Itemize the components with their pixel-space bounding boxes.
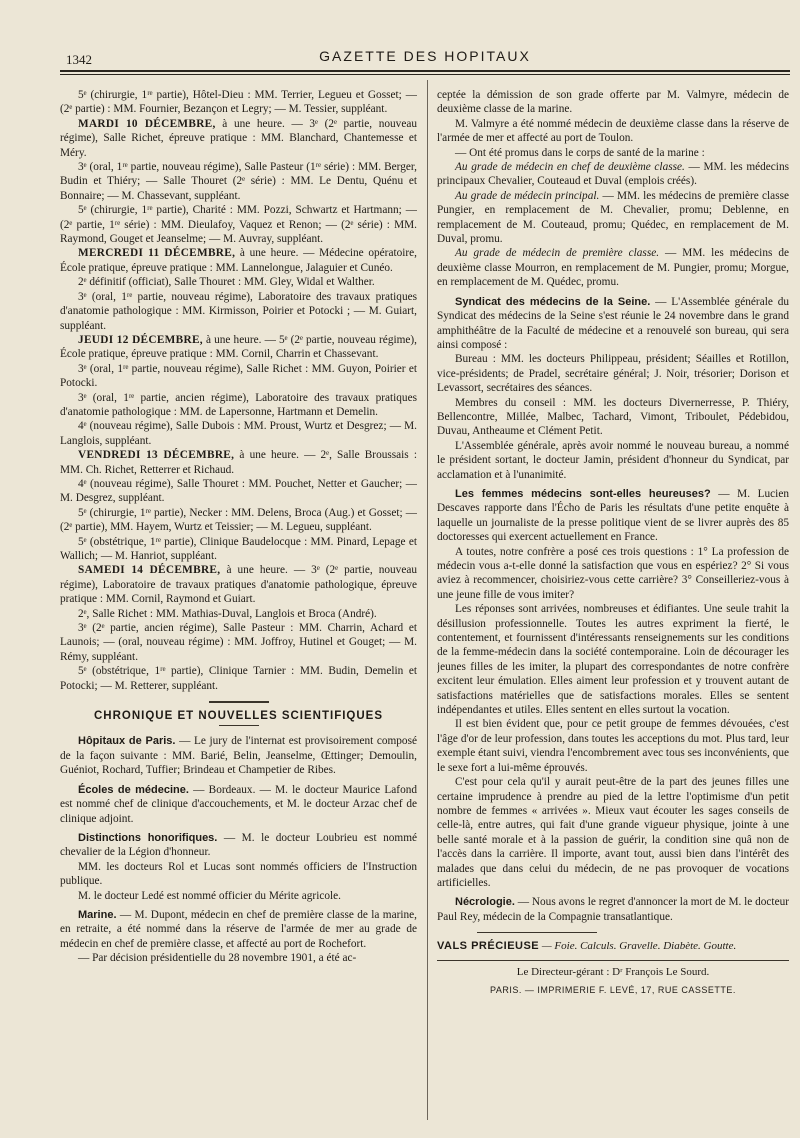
- promotion-entry: [437, 189, 789, 247]
- section-separator: [209, 701, 269, 703]
- paragraph: 3ᵉ (2ᵉ partie, ancien régime), Salle Pasteur : MM. Charrin, Achard et Launois; — (oral, nouveau régime) : MM. Joffroy, Hutinel et Gouget; — M. Rémy, suppléant.: [60, 622, 417, 663]
- exam-day-entry: [60, 563, 417, 606]
- paragraph: 2ᵉ définitif (officiat), Salle Thouret : MM. Gley, Widal et Walther.: [78, 276, 375, 289]
- news-text: — Bordeaux. — M. le docteur Maurice Lafond est nommé chef de clinique d'accouchements, et M. le docteur Arzac chef de clinique adjoint.: [60, 783, 417, 825]
- paragraph: — Ont été promus dans le corps de santé de la marine :: [455, 146, 705, 159]
- paragraph: 5ᵉ (chirurgie, 1ʳᵉ partie), Charité : MM. Pozzi, Schwartz et Hartmann; — (2ᵉ partie, 1ʳᵉ série) : MM. Dieulafoy, Vaquez et Renon; — (2ᵉ série) : MM. Raymond, Gouget et Jeanselme; — M. Auvray, suppléant.: [60, 204, 417, 246]
- column-divider: [427, 80, 428, 1120]
- paragraph: 3ᵉ (oral, 1ʳᵉ partie, nouveau régime), Salle Richet : MM. Guyon, Poirier et Potocki.: [60, 362, 417, 390]
- header-rule: [60, 70, 790, 72]
- journal-title: GAZETTE DES HOPITAUX: [319, 48, 531, 64]
- entry-text: — MM. les médecins de première classe Pungier, en remplacement de M. Chevalier, promu; Deblenne, en remplacement de M. Couteaud, promu; Quédec, en remplacement de M. Duval, promu.: [437, 189, 789, 246]
- paragraph: 5ᵉ (chirurgie, 1ʳᵉ partie), Necker : MM. Delens, Broca (Aug.) et Gosset; — (2ᵉ partie), MM. Hayem, Wurtz et Teissier; — M. Legueu, suppléant.: [60, 506, 417, 534]
- paragraph: L'Assemblée générale, après avoir nommé le nouveau bureau, a nommé le président sortant, le docteur Jamin, président d'honneur du Syndicat, par acclamation et à l'unanimité.: [437, 439, 789, 481]
- paragraph: 4ᵉ (nouveau régime), Salle Dubois : MM. Proust, Wurtz et Desgrez; — M. Langlois, suppléant.: [60, 420, 417, 447]
- entry-text: à une heure. — 3ᵉ (2ᵉ partie, nouveau régime), Laboratoire de travaux pratiques d'anatomie pathologique, épreuve pratique : MM. Cornil, Raymond et Guiart.: [60, 564, 417, 606]
- news-item: [437, 295, 789, 353]
- grade-heading: Au grade de médecin en chef de deuxième classe.: [455, 161, 685, 174]
- advert-text: — Foie. Calculs. Gravelle. Diabète. Goutte.: [539, 940, 737, 953]
- right-column: [437, 88, 789, 1128]
- news-text: — Le jury de l'internat est provisoirement composé de la façon suivante : MM. Barié, Belin, Jeanselme, Œttinger; Demoulin, Guéniot, Rochard, Tuffier; Brindeau et Champetier de Ribes.: [60, 735, 417, 777]
- news-item: [437, 895, 789, 924]
- news-text: — Nous avons le regret d'annoncer la mort de M. le docteur Paul Rey, médecin de la Compagnie transatlantique.: [437, 896, 789, 923]
- grade-heading: Au grade de médecin principal.: [455, 189, 600, 202]
- date-heading: VENDREDI 13 DÉCEMBRE,: [78, 449, 235, 462]
- paragraph: A toutes, notre confrère a posé ces trois questions : 1° La profession de médecin vous a-t-elle donné la satisfaction que vous en espériez? 2° Si vous aviez à recommencer, choisiriez-vous cette carrière? 3° Conseilleriez-vous à une jeune fille de vous imiter?: [437, 545, 789, 601]
- paragraph: 4ᵉ (nouveau régime), Salle Thouret : MM. Pouchet, Netter et Gaucher; — M. Desgrez, suppléant.: [60, 477, 417, 505]
- section-rule: [219, 725, 259, 726]
- news-heading: Syndicat des médecins de la Seine.: [455, 295, 651, 308]
- editor-line: Le Directeur-gérant : Dʳ François Le Sourd.: [516, 965, 710, 978]
- advert-rule: [477, 932, 597, 933]
- header-rule-thin: [60, 74, 790, 75]
- news-heading: Distinctions honorifiques.: [78, 831, 218, 844]
- news-item: [437, 487, 789, 545]
- paragraph: M. le docteur Ledé est nommé officier du Mérite agricole.: [78, 889, 341, 902]
- paragraph: ceptée la démission de son grade offerte par M. Valmyre, médecin de deuxième classe de la marine.: [437, 89, 789, 116]
- entry-text: à une heure. — 3ᵉ (2ᵉ partie, nouveau régime), Salle Richet, épreuve pratique : MM. Blanchard, Chantemesse et Méry.: [60, 117, 417, 159]
- paragraph: 3ᵉ (oral, 1ʳᵉ partie, ancien régime), Laboratoire des travaux pratiques d'anatomie pathologique : MM. de Lapersonne, Hartmann et Demelin.: [60, 391, 417, 418]
- paragraph: 2ᵉ, Salle Richet : MM. Mathias-Duval, Langlois et Broca (André).: [78, 607, 377, 620]
- grade-heading: Au grade de médecin de première classe.: [455, 247, 660, 260]
- entry-text: à une heure. — Médecine opératoire, École pratique, épreuve pratique : MM. Lannelongue, Jalaguier et Cunéo.: [60, 247, 417, 274]
- paragraph: 3ᵉ (oral, 1ʳᵉ partie, nouveau régime), Laboratoire des travaux pratiques d'anatomie pathologique : MM. Kirmisson, Poirier et Potocki ; — M. Guiart, suppléant.: [60, 290, 417, 332]
- news-heading: Hôpitaux de Paris.: [78, 735, 176, 748]
- exam-day-entry: [60, 333, 417, 362]
- entry-text: — MM. les médecins de deuxième classe Mourron, en remplacement de M. Pungier, promu; Morgue, en remplacement de M. Quédec, promu.: [437, 247, 789, 289]
- paragraph: MM. les docteurs Rol et Lucas sont nommés officiers de l'Instruction publique.: [60, 860, 417, 888]
- entry-text: — MM. les médecins principaux Chevalier, Couteaud et Duval (emplois créés).: [437, 161, 789, 188]
- news-heading: Les femmes médecins sont-elles heureuses?: [455, 487, 711, 500]
- page-header: [60, 46, 790, 68]
- date-heading: MERCREDI 11 DÉCEMBRE,: [78, 247, 236, 260]
- news-text: — M. Lucien Descaves rapporte dans l'Écho de Paris les résultats d'une petite enquête à laquelle un journaliste de la presse politique vient de se livrer auprès des 85 doctoresses qui exercent actuellement en France.: [437, 487, 789, 544]
- section-title: CHRONIQUE ET NOUVELLES SCIENTIFIQUES: [93, 710, 384, 723]
- news-text: — M. le docteur Loubrieu est nommé chevalier de la Légion d'honneur.: [60, 831, 417, 859]
- paragraph: 5ᵉ (obstétrique, 1ʳᵉ partie), Clinique Baudelocque : MM. Pinard, Lepage et Wallich; — M. Hanriot, suppléant.: [60, 535, 417, 562]
- news-text: — L'Assemblée générale du Syndicat des médecins de la Seine s'est réunie le 24 novembre dans le grand amphithéâtre de la Faculté de médecine et a renouvelé son bureau, qui sera ainsi composé :: [437, 295, 789, 351]
- left-column: [60, 88, 417, 1128]
- news-heading: Marine.: [78, 908, 117, 921]
- paragraph: C'est pour cela qu'il y aurait peut-être de la part des jeunes filles une certaine imprudence à prendre au pied de la lettre l'optimisme d'un petit nombre de femmes « arrivées ». Mieux vaut écouter les sages conseils de celle-là, entre autres, qui fait d'une grande vigueur physique, jointe à une belle santé morale et à la passion de guérir, la condition sine quâ non de l'accès dans la carrière. Il importe, avant tout, aussi bien dans l'intérêt des malades que dans celui du médecin, de ne pas provoquer de vocations artificielles.: [437, 776, 789, 889]
- news-item: [60, 831, 417, 860]
- entry-text: à une heure. — 2ᵉ, Salle Broussais : MM. Ch. Richet, Retterrer et Richaud.: [60, 449, 417, 476]
- news-item: [60, 783, 417, 826]
- date-heading: MARDI 10 DÉCEMBRE,: [78, 117, 216, 130]
- promotion-entry: [437, 246, 789, 289]
- paragraph: Bureau : MM. les docteurs Philippeau, président; Séailles et Rotillon, vice-présidents; de Pradel, secrétaire général; J. Noir, trésorier; Dorison et Levassort, secrétaires des séances.: [437, 353, 789, 395]
- date-heading: SAMEDI 14 DÉCEMBRE,: [78, 564, 221, 577]
- exam-day-entry: [60, 246, 417, 275]
- news-text: — M. Dupont, médecin en chef de première classe de la marine, en retraite, a été nommé dans la réserve de l'armée de mer au grade de médecin en chef de première classe, et affecté au port de Rochefort.: [60, 908, 417, 950]
- page-number: 1342: [66, 52, 92, 67]
- paragraph: 5ᵉ (chirurgie, 1ʳᵉ partie), Hôtel-Dieu : MM. Terrier, Legueu et Gosset; — (2ᵉ partie) : MM. Fournier, Bezançon et Legry; — M. Tessier, suppléant.: [60, 89, 417, 116]
- date-heading: JEUDI 12 DÉCEMBRE,: [78, 333, 203, 346]
- exam-day-entry: [60, 117, 417, 160]
- news-heading: Écoles de médecine.: [78, 783, 189, 796]
- entry-text: à une heure. — 5ᵉ (2ᵉ partie, nouveau régime), École pratique, épreuve pratique : MM. Cornil, Charrin et Chassevant.: [60, 333, 417, 361]
- footer-rule: [437, 960, 789, 961]
- paragraph: Membres du conseil : MM. les docteurs Divernerresse, P. Thiéry, Bellencontre, Millée, Malbec, Tachard, Vimont, Triboulet, Pédebidou, Duvau, Antheaume et Clément Petit.: [437, 396, 789, 438]
- news-item: [60, 734, 417, 777]
- paragraph: Les réponses sont arrivées, nombreuses et édifiantes. Une seule trahit la désillusion professionnelle. Toutes les autres expriment la fierté, le contentement, et fournissent d'intéressants renseignements sur les conditions de la femme-médecin dans la société contemporaine. Loin de décourager les jeunes filles de les imiter, la plupart des correspondantes de notre confrère excitent leur émulation. Elles aiment leur profession et y trouvent autant de satisfactions matérielles que de satisfactions morales. Elles se sentent indépendantes et utiles. Elles sentent en elles surtout la vocation.: [437, 603, 789, 717]
- promotion-entry: [437, 160, 789, 189]
- paragraph: 5ᵉ (obstétrique, 1ʳᵉ partie), Clinique Tarnier : MM. Budin, Demelin et Potocki; — M. Retterer, suppléant.: [60, 665, 417, 692]
- printer-line: PARIS. — IMPRIMERIE F. LEVÉ, 17, RUE CASSETTE.: [490, 984, 736, 995]
- advertisement: [437, 939, 789, 953]
- exam-day-entry: [60, 448, 417, 477]
- advert-brand: VALS PRÉCIEUSE: [437, 940, 540, 953]
- paragraph: 3ᵉ (oral, 1ʳᵉ partie, nouveau régime), Salle Pasteur (1ʳᵉ série) : MM. Berger, Budin et Thiéry; — Salle Thouret (2ᵉ série) : MM. Le Dentu, Quénu et Bonnaire; — M. Chassevant, suppléant.: [60, 161, 417, 202]
- news-heading: Nécrologie.: [455, 896, 515, 909]
- paragraph: — Par décision présidentielle du 28 novembre 1901, a été ac-: [78, 952, 357, 965]
- paragraph: M. Valmyre a été nommé médecin de deuxième classe dans la réserve de l'armée de mer et affecté au port de Toulon.: [437, 117, 789, 145]
- news-item: [60, 908, 417, 951]
- paragraph: Il est bien évident que, pour ce petit groupe de femmes dévouées, c'est l'âge d'or de leur profession, dans toutes les acceptions du mot. Plus tard, leur exemple étant suivi, viendra l'encombrement avec tous ses inconvénients, que le sexe fort a lui-même éprouvés.: [437, 718, 789, 774]
